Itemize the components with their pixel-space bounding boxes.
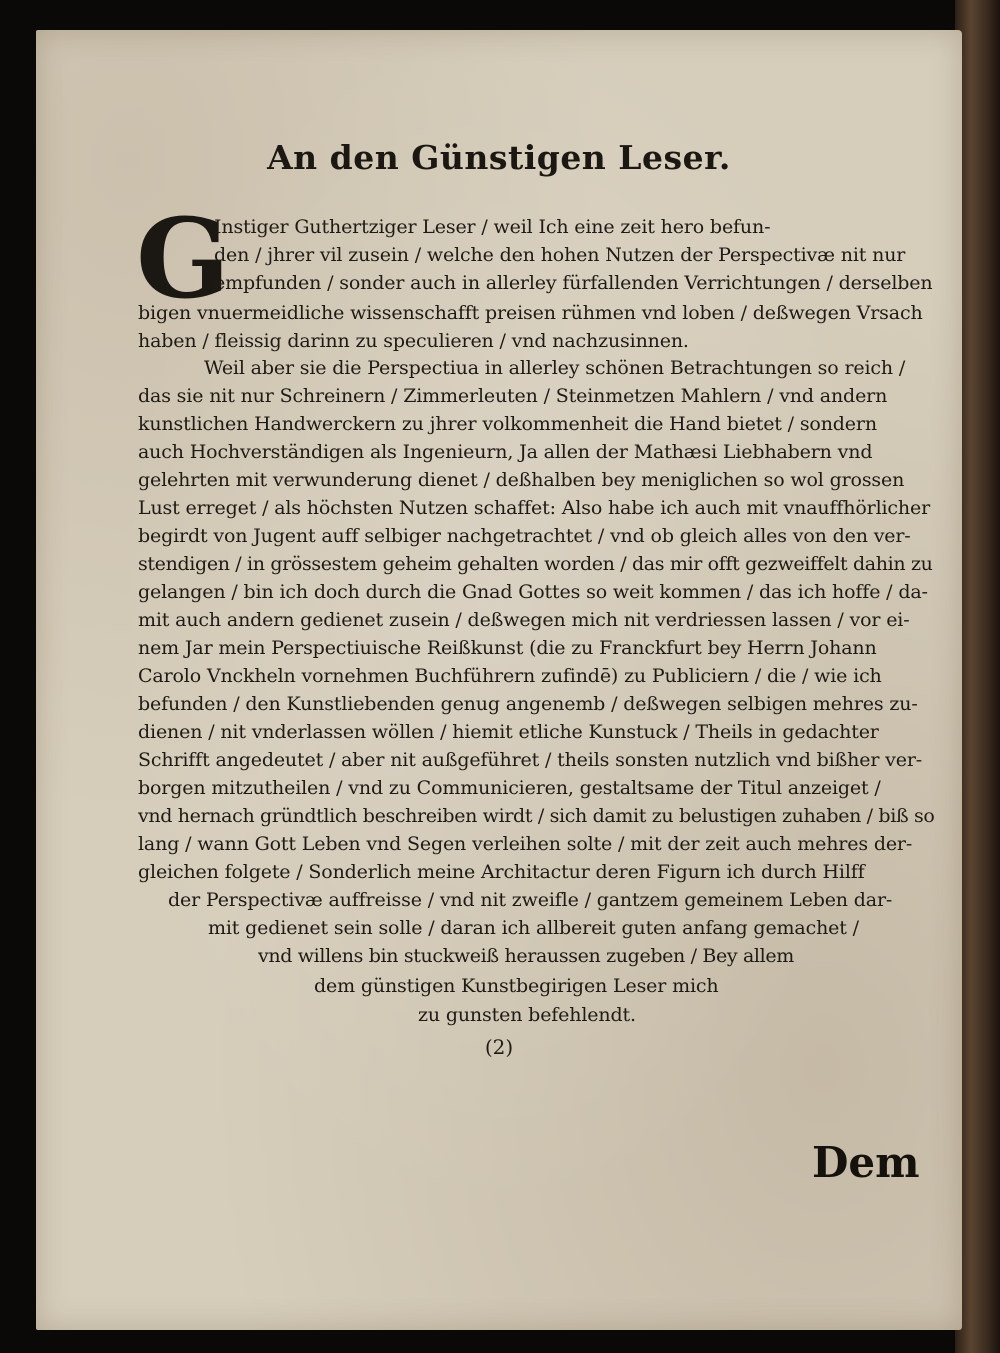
- text-line: gleichen folgete / Sonderlich meine Architactur deren Figurn ich durch Hilff: [138, 861, 865, 883]
- text-line: borgen mitzutheilen / vnd zu Communicieren, gestaltsame der Titul anzeiget /: [138, 777, 881, 799]
- text-line: das sie nit nur Schreinern / Zimmerleuten / Steinmetzen Mahlern / vnd andern: [138, 385, 888, 407]
- text-line: lang / wann Gott Leben vnd Segen verleihen solte / mit der zeit auch mehres der-: [138, 833, 913, 855]
- text-line: gelehrten mit verwunderung dienet / deßhalben bey meniglichen so wol grossen: [138, 469, 905, 491]
- text-line: stendigen / in grössestem geheim gehalten worden / das mir offt gezweiffelt dahin zu: [138, 553, 933, 575]
- text-line: bigen vnuermeidliche wissenschafft preisen rühmen vnd loben / deßwegen Vrsach: [138, 302, 923, 324]
- body-text: [36, 30, 962, 1330]
- text-line: vnd hernach gründtlich beschreiben wirdt / sich damit zu belustigen zuhaben / biß so: [138, 805, 935, 827]
- text-line: befunden / den Kunstliebenden genug angenemb / deßwegen selbigen mehres zu-: [138, 693, 918, 715]
- page-heading: An den Günstigen Leser.: [267, 138, 731, 177]
- text-line: auch Hochverständigen als Ingenieurn, Ja allen der Mathæsi Liebhabern vnd: [138, 441, 873, 463]
- text-line: gelangen / bin ich doch durch die Gnad Gottes so weit kommen / das ich hoffe / da-: [138, 581, 928, 603]
- text-line: begirdt von Jugent auff selbiger nachgetrachtet / vnd ob gleich alles von den ver-: [138, 525, 911, 547]
- catchword: Dem: [812, 1138, 920, 1187]
- book-page: [36, 30, 962, 1330]
- text-line: haben / fleissig darinn zu speculieren / vnd nachzusinnen.: [138, 330, 689, 352]
- text-line: empfunden / sonder auch in allerley fürfallenden Verrichtungen / derselben: [214, 272, 933, 294]
- text-line: der Perspectivæ auffreisse / vnd nit zweifle / gantzem gemeinem Leben dar-: [168, 889, 893, 911]
- decorated-initial: G: [136, 194, 230, 323]
- text-line: Lust erreget / als höchsten Nutzen schaffet: Also habe ich auch mit vnauffhörlicher: [138, 497, 931, 519]
- text-line: Weil aber sie die Perspectiua in allerley schönen Betrachtungen so reich /: [204, 357, 906, 379]
- text-line: nem Jar mein Perspectiuische Reißkunst (die zu Franckfurt bey Herrn Johann: [138, 637, 877, 659]
- text-line: Schrifft angedeutet / aber nit außgeführet / theils sonsten nutzlich vnd bißher ver-: [138, 749, 923, 771]
- text-line: mit gedienet sein solle / daran ich allbereit guten anfang gemachet /: [208, 917, 859, 939]
- page-signature-mark: (2): [484, 1035, 514, 1059]
- text-line: vnd willens bin stuckweiß heraussen zugeben / Bey allem: [258, 945, 794, 967]
- text-line: kunstlichen Handwerckern zu jhrer volkommenheit die Hand bietet / sondern: [138, 413, 877, 435]
- text-line: den / jhrer vil zusein / welche den hohen Nutzen der Perspectivæ nit nur: [214, 244, 906, 266]
- text-line: zu gunsten befehlendt.: [418, 1004, 636, 1026]
- text-line: dienen / nit vnderlassen wöllen / hiemit etliche Kunstuck / Theils in gedachter: [138, 721, 879, 743]
- text-line: Instiger Guthertziger Leser / weil Ich eine zeit hero befun-: [214, 216, 771, 238]
- text-line: dem günstigen Kunstbegirigen Leser mich: [314, 975, 719, 997]
- text-line: mit auch andern gedienet zusein / deßwegen mich nit verdriessen lassen / vor ei-: [138, 609, 910, 631]
- text-line: Carolo Vnckheln vornehmen Buchführern zufindē) zu Publiciern / die / wie ich: [138, 665, 882, 687]
